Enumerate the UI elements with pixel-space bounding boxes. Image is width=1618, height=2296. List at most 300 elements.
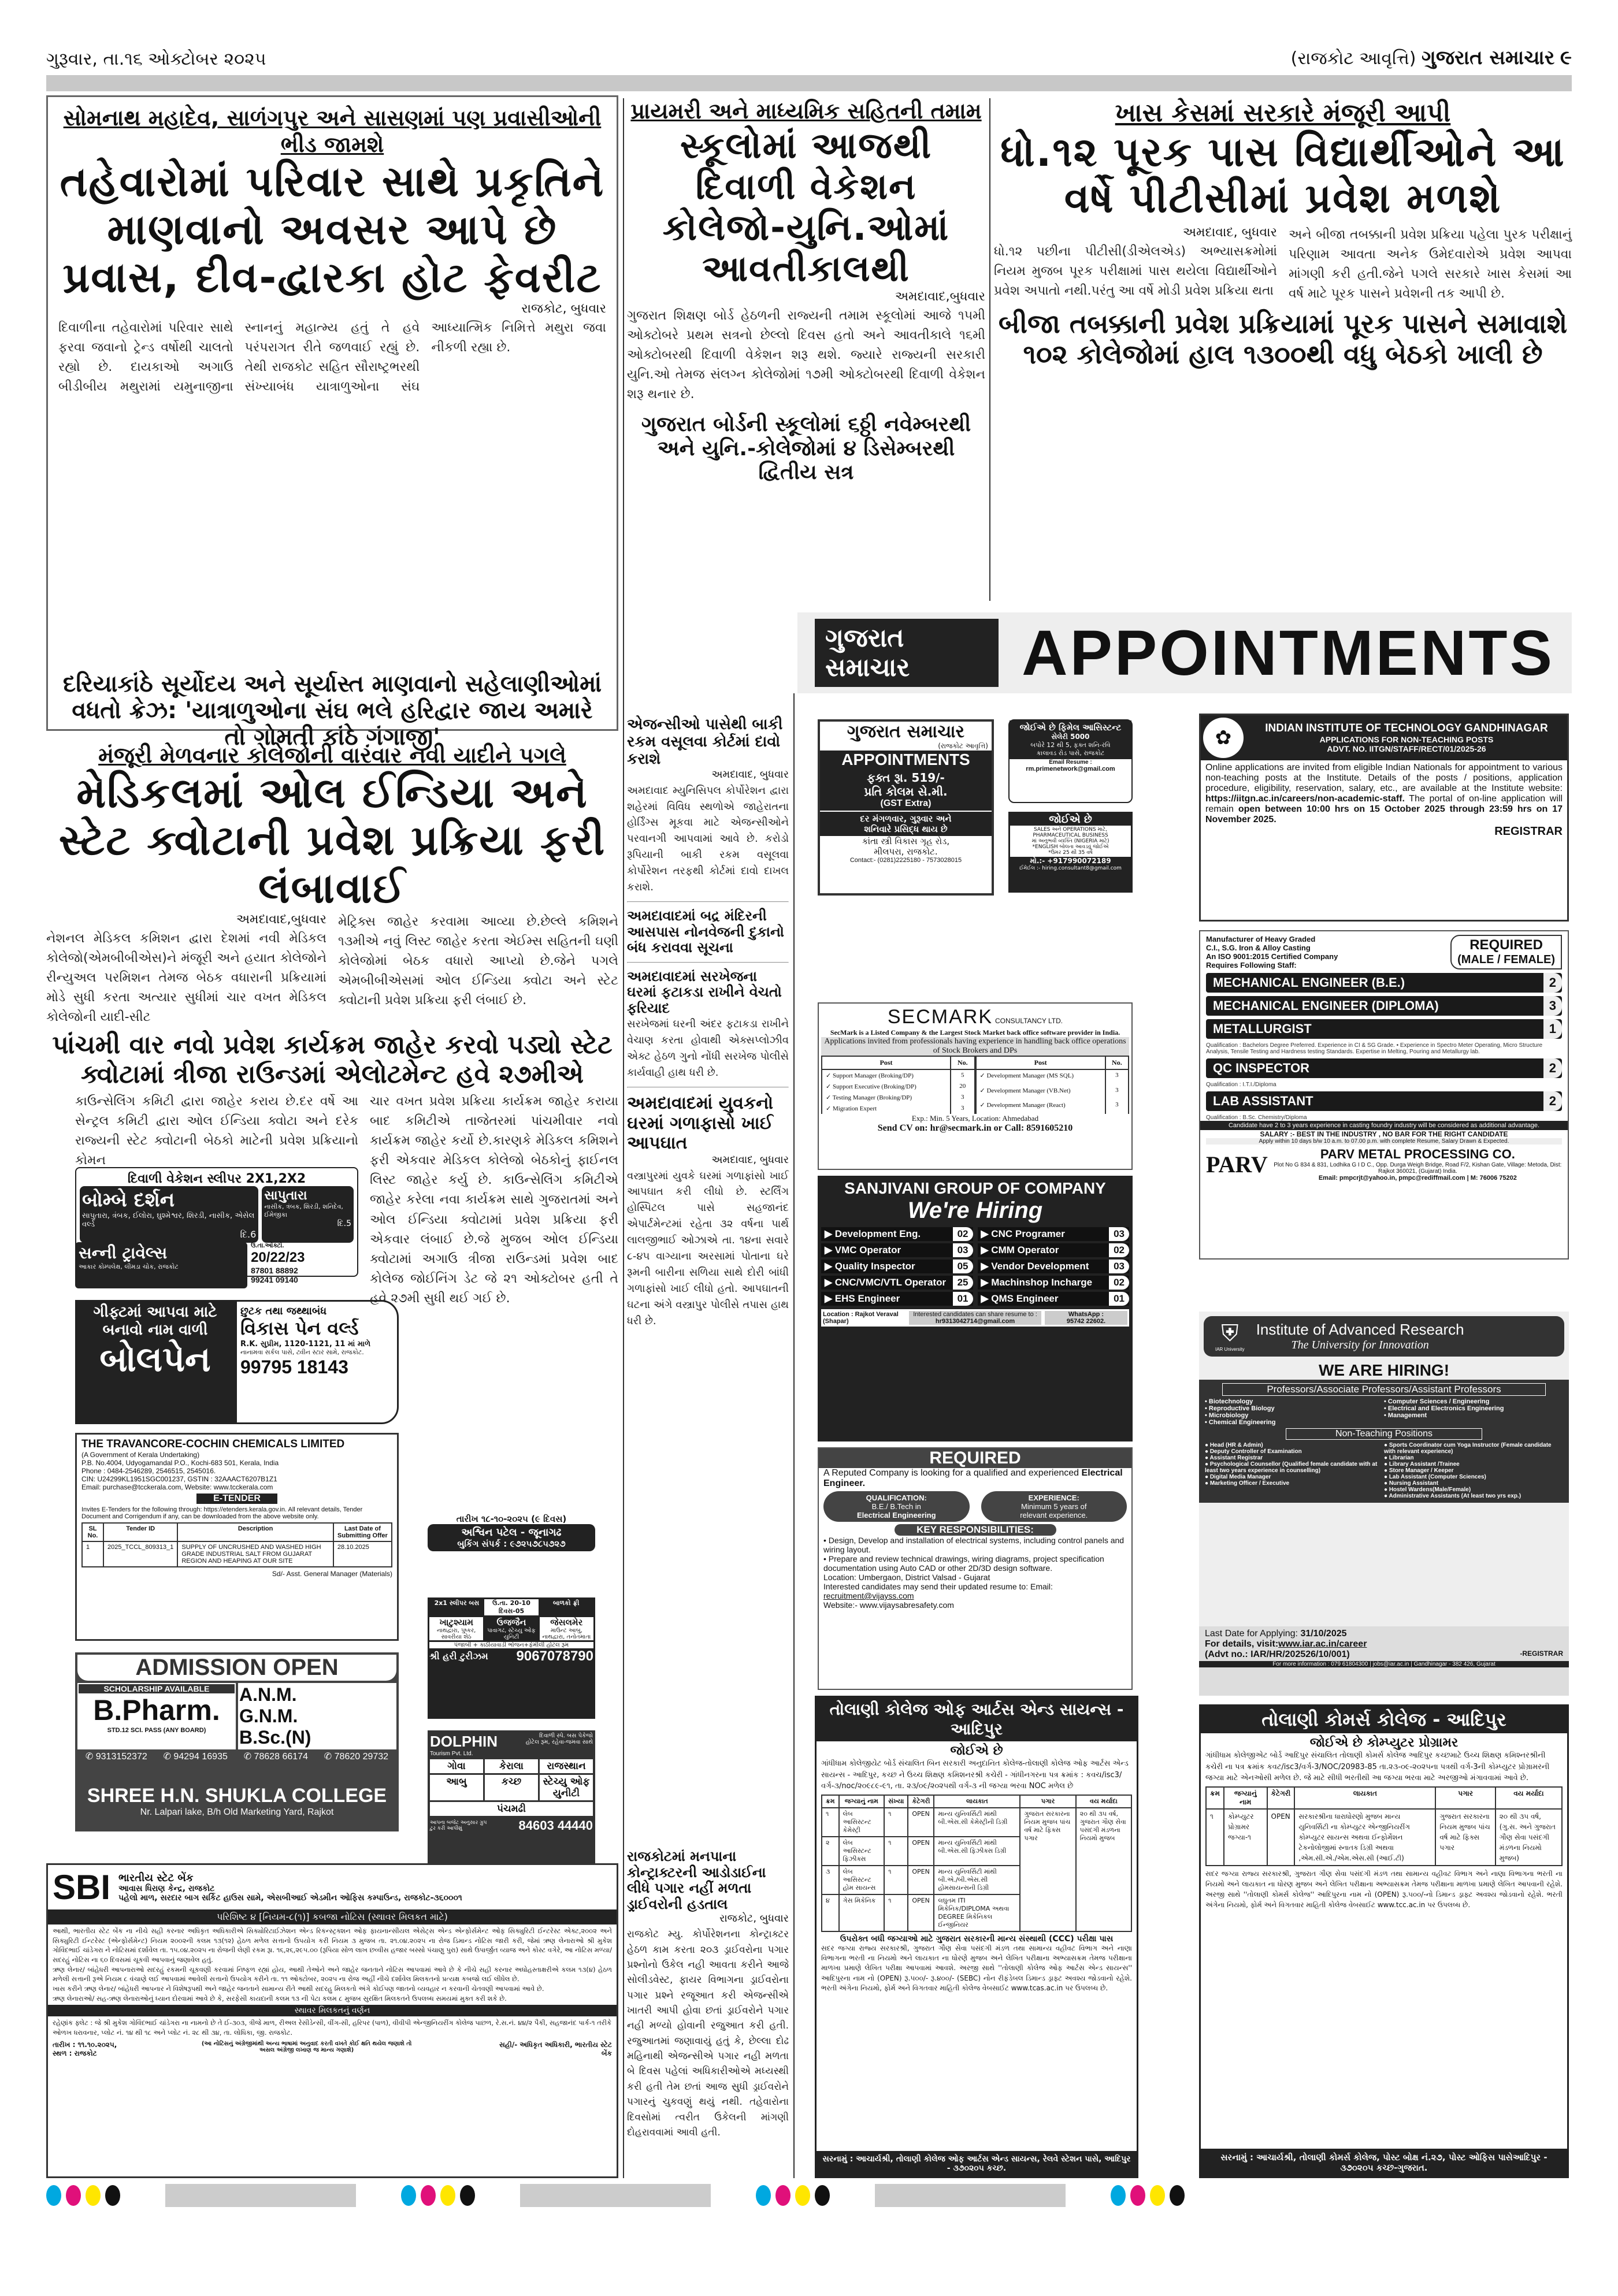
table-cell: લેબ આસિસ્ટન્ટ હોમ સાયન્સ [839,1866,885,1894]
ad-line: SALES અને OPERATIONS માટે, [1033,827,1108,833]
header-band [46,75,1572,91]
notice-para: ખાસ કરીને ઋણ લેનાર/ બાંહેધરી આપનાર ને વિશેષરૂપથી અને જાહેર જનતાને સામાન્ય રીતે આથી સદરહુ મિલકતો અંગે કોઈપણ જાતનો વ્યવહાર ન કરવાની ચેતવણી આપવામાં આવે છે. [53,1985,544,1993]
story-body: સરખેજમાં ઘરની અંદર ફટાકડા રાખીને વેચાણ કરતા હોવાથી એક્સપ્લોઝીવ એક્ટ હેઠળ ગુનો નોંધી સરખેજ પોલીસે કાર્યવાહી હાથ ધરી છે. [627,1018,789,1079]
job-item [1206,1058,1562,1078]
table-cell: ૨ [822,1837,839,1866]
ad-hiring: WE ARE HIRING! [1318,1361,1450,1379]
ad-email: rm.primenetwork@gmail.com [1026,766,1115,772]
ad-line: બનાવો નામ વાળી [102,1321,208,1339]
ad-phone: 87801 88892 [251,1266,298,1275]
ad-destination: આબુ [430,1775,483,1800]
job-item [1206,996,1562,1016]
registration-marks [46,2184,1185,2207]
ad-email[interactable]: recruitment@vijayss.com [823,1591,914,1600]
ad-dest: જેસલમેર [550,1617,583,1628]
ad-salary: સેલેરી 5000 [1051,733,1090,741]
ad-price: ફક્ત રૂા. 519/- [867,771,945,785]
ad-phone: 84603 44440 [518,1818,593,1833]
job-title: ▶ Vendor Development [981,1261,1089,1272]
story-headline: એજન્સીઓ પાસેથી બાકી રકમ વસૂલવા કોર્ટમાં દાવો કરાશે [627,716,783,768]
table-cell: માન્ય યુનિવર્સિટી માંથી બી.એ./બી.એસ.સી હોમસાયન્સની ડિગ્રી [934,1866,1020,1894]
ad-required: REQUIRED [1469,937,1543,953]
column-rule [623,98,624,2178]
table-header: Description [177,1523,333,1541]
ad-title: જોઈએ છે ફિમેલ આસિસ્ટન્ટ [1019,722,1122,733]
ad-contact: બુકિંગ સંપર્ક : ૯૭૨૫૭૮૫૭૨૭ [457,1539,566,1549]
nt-item: ● Digital Media Manager [1205,1474,1271,1480]
story-medical-body2: કાઉન્સેલિંગ કમિટી દ્વારા જાહેર કરાય છે.દર વર્ષે આ સેન્ટ્રલ કમિટી દ્વારા ઓલ ઈન્ડિયા ક્વોટા અને દરેક રાજ્યની સ્ટેટ ક્વોટાની બેઠકો માટેની પ્રવેશ પ્રક્રિયાનો કોમન [75,1094,358,1168]
ad-role: Electrical Engineer. [823,1468,1123,1488]
tolani-arts-table [821,1795,1132,1932]
ad-tolani-commerce [1199,1704,1569,2178]
q-title: QUALIFICATION: [866,1493,927,1502]
ad-line: *ENGLISH બોલતા આવડવું જોઈએ [1032,844,1109,850]
job-title: MECHANICAL ENGINEER (DIPLOMA) [1213,998,1439,1013]
post-name: ✓ Support Manager (Broking/DP) [822,1069,951,1081]
ad-required-gender: (MALE / FEMALE) [1457,953,1555,966]
ad-window: open between 10:00 hrs on 15 October 2025 through 23:59 hrs on 17 November 2025. [1205,804,1563,824]
job-count: 25 [953,1276,973,1290]
table-row [976,1085,1129,1099]
ad-main-days: દિ.6 [240,1229,257,1240]
ad-date: ઉ.તા. 20-10 દિવસ-05 [484,1599,539,1615]
story-body-right: અને બીજા તબક્કાની પ્રવેશ પ્રક્રિયા પહેલા પુરક પરીક્ષાનું પરિણામ આવતા અનેક ઉમેદવારોએ પ્રવેશ આપવા માંગણી કરી હતી.જેને પગલે સરકારે ખાસ કેસમાં આ વર્ષ માટે પૂરક પાસને પ્રવેશની તક આપી છે. [1289,227,1572,302]
story-kicker: મંજૂરી મેળવનાર કોલેજોની વારંવાર નવી યાદીને પગલે [98,742,566,768]
table-cell: 1 [82,1541,103,1567]
nt-item: ● Marketing Officer / Executive [1205,1480,1290,1487]
ad-phone: ✆ 94294 16935 [163,1752,228,1762]
story-headline: અમદાવાદમાં યુવકનો ઘરમાં ગળાફાસો ખાઈ આપઘાત [627,1093,774,1154]
tolani-commerce-table [1205,1786,1563,1866]
col-no: No. [951,1056,974,1069]
table-cell: કોમ્પ્યુટર પ્રોગ્રામર જગ્યા-૧ [1224,1809,1267,1866]
page-number: ૯ [1560,46,1572,69]
ad-url[interactable]: https://iitgn.ac.in/careers/non-academic-staff. [1205,794,1405,804]
nt-item: ● Hostel Wardens(Male/Female) [1384,1487,1471,1493]
post-count: 3 [1105,1085,1129,1099]
job-count: 2 [1543,1091,1562,1111]
story-body: વસ્ત્રાપુરમાં યુવકે ઘરમાં ગળાફાંસો ખાઈ આપઘાત કરી લીધો છે. સ્ટર્લિંગ હોસ્પિટલ પાસે સહજાનંદ એપાર્ટમેન્ટમાં રહેતા ૩૨ વર્ષના પાર્થ લાલજીભાઈ ઓઝાએ તા. ૧૪ના સવારે ૮-૪૫ વાગ્યાના અરસામાં પોતાના ઘરે રૂમની બારીના સળિયા સાથે દોરી બાંધી ગળાફાંસો ખાઈ લીધો હતો. આપઘાતની ઘટના અંગે વસ્ત્રાપુર પોલીસે તપાસ હાથ ધરી છે. [627,1169,789,1327]
job-item [978,1227,1130,1241]
job-item [978,1276,1130,1290]
ad-kids: બાળકો ફ્રી [552,1599,580,1607]
job-item [821,1227,973,1241]
ad-about: Requires Following Staff: [1206,961,1297,969]
ad-cv: Send CV on: hr@secmark.in or Call: 8591605210 [877,1123,1073,1133]
ad-url[interactable]: www.iar.ac.in/career [1278,1639,1367,1649]
ad-college [75,1782,399,1831]
ad-time: બપોરે 12 થી 5, ફક્ત શનિ-રવિ [1030,741,1111,749]
parv-logo: PARV [1206,1151,1268,1177]
job-item [1206,973,1562,993]
ad-intro: ગાંધીધામ કોલેજીએટ બોર્ડ આદિપુર સંચાલિત તોલાણી કોમર્સ કોલેજ આદિપુર કચ્છમાટે ઉચ્ચ શિક્ષણ કમિશ્નરશ્રીની કચેરી ના પત્ર ક્રમાંક કવટ/isc3/વર્ગ-3/NOC/20983-85 તા.૨૩-૦૯-૨૦૨૫ના પત્રથી વર્ગ-3ની કોમ્પ્યુટર પ્રોગ્રામરની જગ્યા માટે એનઓસી મળેલ છે. જે માટે સીધી ભરતીથી આ જગ્યા ભરવા માટે અરજીઓ મંગાવવામાં આવે છે. [1205,1751,1550,1782]
ad-address: સરનામું : આચાર્યશ્રી, તોલાણી કોલેજ ઓફ આર્ટસ એન્ડ સાયન્સ, રેલવે સ્ટેશન પાસે, આદિપુર - ૩૭૦૨૦૫ કચ્છ. [817,2151,1137,2176]
ad-phone: ✆ 78628 66174 [243,1752,308,1762]
appointments-banner [797,612,1572,693]
ad-footer: For more information : 079 61804300 | jobs@iar.ac.in | Gandhinagar - 382 426, Gujarat [1199,1661,1569,1667]
story-subhead: ૧૦૨ કોલેજોમાં હાલ ૧૩૦૦થી વધુ બેઠકો ખાલી છે [1023,339,1543,370]
nt-item: ● Store Manager / Keeper [1384,1467,1454,1474]
ad-phone: 99795 18143 [240,1357,348,1377]
ad-food: પંજાબી + કાઠીયાવાડી ભોજન+ફેમીલી હોટલ રૂમ [429,1642,593,1648]
story-headline: સ્કૂલોમાં આજથી દિવાળી વેકેશન કોલેજો-યુનિ.ઓમાં આવતીકાલથી [662,124,950,290]
ad-email: Email: purchase@tcckerala.com, Website: www.tcckerala.com [81,1483,273,1491]
table-cell: ૧ [822,1808,839,1837]
ad-address: આકાર કોમ્પલેક્ષ, લીમડા ચોક, રાજકોટ [79,1263,179,1270]
property-desc: રહેણાંક ફ્લેટ : જે શ્રી મુકેશ ગોવિંદભાઈ ચાંડેગરા ના નામનો છે તે ઈ-૩૦૩, ત્રીજે માળ, રીઅલ રેસીડેન્સી, વીંગ-સી, હરિપર (પાળ), વીવીપી એન્જીનિયરીંગ કોલેજ પાછળ, રે.સ.નં. ૪૪/૨ પૈકી, સહજાનંદ પાર્ક-૧ તરીકે ઓળખ ધરાવનાર, પ્લોટ નં. ૧૪ થી ૧૮ અને પ્લોટ નં. ૨૮ થી ૩૪, તા. લોધિકા, જી. રાજકોટ. [53,2019,612,2037]
nt-title: Non-Teaching Positions [1286,1428,1482,1440]
ad-parv [1199,930,1569,1260]
ad-phone: 9067078790 [516,1648,593,1664]
table-cell: માન્ય યુનિવર્સિટી માંથી બી.એસ.સી ફિઝીક્સ ડિગ્રી [934,1837,1020,1866]
table-header: કેટેગરી [1267,1787,1295,1809]
nt-item: ● Lab Assistant (Computer Sciences) [1384,1474,1486,1480]
nt-item: ● Assistant Registrar [1205,1455,1263,1461]
ad-title: તોલાણી કોલેજ ઓફ આર્ટસ એન્ડ સાયન્સ - આદિપુર [817,1697,1137,1741]
story-dateline: અમદાવાદ, બુધવાર [711,768,789,781]
table-cell: ૧ [1206,1809,1224,1866]
notice-para: ઋણ લેનારાઓ/ સહ-ઋણ લેનારાઓનું ધ્યાન દોરવામાં આવે છે કે, સરફેસી કાયદાની કલમ ૧૩ ની પેટા કલમ ૮ મુજબ સુરક્ષિત મિલકતને ઉપલબ્ધ સમયમાં મુક્ત કરી શકે છે. [53,1994,507,2003]
ad-days: શનિવારે પ્રસિદ્ધ થાય છે [864,824,948,834]
table-cell: ૧ [884,1808,908,1837]
post-count: 3 [951,1092,974,1103]
ad-address: પહેલો માળ, સરદાર બાગ સર્કિટ હાઉસ સામે, એસબીઆઈ એડમીન ઓફિસ કમ્પાઉન્ડ, રાજકોટ-૩૬૦૦૦૧ [118,1893,462,1903]
job-item [1206,1019,1562,1039]
table-row [822,1081,975,1092]
ad-course: B.Pharm. [93,1694,220,1726]
ad-location: Location: Umbergaon, District Valsad - Gujarat [823,1573,990,1582]
ad-dest-places: માઉન્ટ આબુ, નાથદ્વારા, તનોતમાતા [542,1628,591,1640]
post-name: ✓ Development Manager (VB.Net) [976,1085,1105,1099]
story-body: દિવાળીના તહેવારોમાં પરિવાર સાથે ફરવા જવાનો ટ્રેન્ડ વર્ષોથી ચાલતો રહ્યો છે. દાયકાઓ અગાઉ બીડીબીય મથુરામાં યમુનાજીના સ્નાનનું મહાત્મ્ય હતું તે હવે પરંપરાગત રીતે જળવાઈ રહ્યું છે. તેથી રાજકોટ સહિત સૌરાષ્ટ્રભરથી સંખ્યાબંધ યાત્રાળુઓના સંઘ આધ્યાત્મિક નિમિત્તે મથુરા જવા નીકળી રહ્યા છે. [58,320,606,394]
table-cell: OPEN [908,1837,934,1866]
table-cell: 2025_TCCL_809313_1 [103,1541,177,1567]
ad-intro: Invites E-Tenders for the following through: https://etenders.kerala.gov.in. All relevant details, Tender Document and Corrigendum if any, can be downloaded from the above website only. [81,1506,363,1520]
post-count: 3 [1105,1069,1129,1085]
table-cell: લેબ આસિસ્ટન્ટ કેમેસ્ટ્રી [839,1808,885,1837]
job-count: 01 [1109,1292,1129,1306]
ad-name: શ્રી હરી ટુરીઝમ [429,1651,488,1662]
job-title: ▶ CNC/VMC/VTL Operator [825,1277,947,1288]
ad-cin: CIN: U24299KL1951SGC001237, GSTIN : 32AAACT6207B1Z1 [81,1475,277,1483]
edition-label: (રાજકોટ આવૃત્તિ) [1290,49,1416,69]
ad-tolani-arts [815,1696,1138,2178]
column-rule [793,693,795,2178]
job-count: 02 [1109,1243,1129,1257]
table-header: Tender ID [103,1523,177,1541]
ad-email: hr9313042714@gmail.com [935,1318,1015,1325]
prof-item: • Computer Sciences / Engineering [1384,1398,1490,1405]
nt-list-left [1205,1442,1384,1499]
banner-title: APPOINTMENTS [1022,617,1554,689]
table-row [822,1808,1131,1837]
job-item [821,1243,973,1257]
ad-edition: (રાજકોટ આવૃત્તિ) [938,742,988,750]
ad-company: THE TRAVANCORE-COCHIN CHEMICALS LIMITED [81,1438,345,1450]
ad-company: SANJIVANI GROUP OF COMPANY [844,1179,1106,1197]
ad-phone: મો.:- +917990072189 [1030,857,1111,865]
job-title: ▶ CNC Programer [981,1228,1065,1239]
notice-place: સ્થળ : રાજકોટ [53,2049,97,2057]
ad-dest-places: નાથદ્વારા, પુષ્કર, સાવરીયા શેઠ [436,1628,476,1640]
story-body: રાજકોટ મ્યુ. કોર્પોરેશનના કોન્ટ્રાક્ટર હેઠળ કામ કરતા ૨૦૩ ડ્રાઈવરોના પગાર પ્રશ્નોનો ઉકેલ નહી આવતા કરીને આજે સોલીડવેસ્ટ, ફાયર વિભાગના ડ્રાઈવરોના પગાર પ્રશ્ને રજૂઆત કરી એજન્સીએ ખાતરી આપી હોવા છતાં ડ્રાઈવરોને પગાર નહી મળ્યો હોવાની રજુઆત કરી હતી. રજુઆતમાં જણાવાયું હતું કે, છેલ્લા દોઢ મહિનાથી એજન્સીએ પગાર નહી મળતા બે દિવસ પહેલાં અધિકારીઓએ મધ્યસ્થી કરી હતી તેમ છતાં આજ સુધી ડ્રાઈવરોને પગારનું ચુકવણું થયું નથી. તહેવારોના દિવસોમાં ત્વરીત ઉકેલની માંગણી દોહરાવવામાં આવી હતી. [627,1929,789,2138]
ad-line: PHARMACEUTICAL BUSINESS [1033,833,1108,838]
ad-advt: ADVT. NO. IITGN/STAFF/RECT/01/2025-26 [1327,744,1486,753]
ad-gst: (GST Extra) [880,798,932,808]
ad-phone: ✆ 9313152372 [85,1752,147,1762]
ad-pharma [1008,812,1133,893]
job-item [978,1243,1130,1257]
table-header: વય મર્યાદા [1076,1795,1131,1808]
story-kicker: પ્રાયમરી અને માધ્યમિક સહિતની તમામ [630,98,982,124]
job-count: 05 [953,1260,973,1273]
ad-ccc: ઉપરોક્ત બધી જગ્યાઓ માટે ગુજરાત સરકારની માન્ય સંસ્થાથી (CCC) પરીક્ષા પાસ [840,1934,1114,1944]
story-headline: અમદાવાદમાં સરખેજના ઘરમાં ફટાકડા રાખીને વેચતો ફરિયાદ [627,968,782,1016]
notice-para: આથી, ભારતીય સ્ટેટ બેંક ના નીચે સહી કરનાર અધિકૃત અધિકારીએ સિક્યોરિટાઈઝેશન એન્ડ રિકન્સ્ટ્રક્શન ઓફ ફાયનાન્સીયલ એસેટ્સ એન્ડ એન્ફોર્સમેન્ટ ઓફ સિક્યુરિટી ઈન્ટરેસ્ટ એક્ટ,૨૦૦૨ અને સિક્યુરિટી ઈન્ટરેસ્ટ (એન્ફોર્સમેન્ટ) નિયમ ૨૦૦૨ની કલમ ૧૩(૧૨) હેઠળ મળેલ સત્તાનો ઉપયોગ કરી નિયમ ૩ મુજબ તા. ૨૧.૦૪.૨૦૨૫ ના રોજ ડિમાન્ડ નોટિસ જારી કરી, જેમાં ઋણ લેનારાઓ શ્રી મુકેશ ગોવિંદભાઈ ચાંડેગરા ને નોટિસમાં દર્શાવેલ તા. ૧૫.૦૪.૨૦૨૫ ના રોજની લેણી રકમ રૂા. ૧૬,૨૬,૨૯૫.૦૦ (રૂપિયા સોળ લાખ છવ્વીસ હજાર બસ્સો પંચાણુ પુરા) સાથે ઉપાર્જીત વ્યાજ અને કોસ્ટ વગેરે, આ નોટિસ મળ્યા/ સદરહું નોટિસ ના ૬૦ દિવસમાં ચૂકવી આપવાનું જણાવેલ હતું. [53,1927,612,1964]
job-count: 02 [1109,1276,1129,1290]
ad-name: ભારતીય સ્ટેટ બેંક [118,1872,194,1884]
responsibility: Prepare and review technical drawings, wiring diagrams, project specification documentation using Auto CAD or other 2D/3D design software. [823,1554,1104,1573]
job-count: 01 [953,1292,973,1306]
table-row [822,1069,975,1081]
ad-title: ADMISSION OPEN [77,1655,396,1681]
post-count: 3 [951,1103,974,1114]
ad-phones [77,1751,396,1762]
table-header: પગાર [1435,1787,1495,1809]
ad-dolphin [428,1730,595,1863]
ad-address: કાંતા સ્ત્રી વિકાસ ગૃહ રોડ, [862,836,950,846]
etender-label: E-TENDER [196,1493,277,1504]
ad-body: સદર જગ્યા રાજ્ય સરકારશ્રી, ગુજરાત ગૌણ સેવા પસંદગી મંડળ તથા સામાન્ય વહીવટ વિભાગ અને નાણા વિભાગના ભરતી ના નિયમો અને લાયકાત ના ધોરણ મુજબ અને લેખિત પરીક્ષાના અભ્યાસક્રમ તેમજ પરીક્ષાના માળખા પ્રમાણે લેખિત આપવાની રહેશે. અરજી સાથે ''તોલાણી કોમર્સ કોલેજ'' આદિપુરના નામ નો (OPEN) રૂ.૫૦૦/-નો ડિમાન્ડ ડ્રાફ્ટ અવશ્ય જોડવાનો રહેશે. ભરતી અંગેના નિયમો, ફોર્મ અને વિગતવાર માહિતી કોલેજ વેબસાઈટ www.tcc.ac.in પર ઉપલબ્ધ છે. [1205,1869,1563,1909]
job-title: ▶ CMM Operator [981,1244,1059,1255]
job-item [821,1276,973,1290]
post-name: ✓ Testing Manager (Broking/DP) [822,1092,951,1103]
table-cell: ગુજરાત સરકારના નિયમ મુજબ પાંચ વર્ષ માટે ફિક્સ પગાર [1435,1809,1495,1866]
table-header: પગાર [1020,1795,1075,1808]
pay-cell: ગુજરાત સરકારના નિયમ મુજબ પાંચ વર્ષ માટે ફિક્સ પગાર [1020,1808,1075,1931]
ad-sub: જોઈએ છે કોમ્પ્યુટર પ્રોગ્રામર [1309,1736,1459,1750]
nt-item: ● Psychological Counsellor (Qualified female candidate with at least two years experience in counselling) [1205,1461,1378,1474]
table-cell: ૧ [884,1837,908,1866]
ad-gs-appointments [818,719,994,896]
nt-item: ● Head (HR & Admin) [1205,1442,1263,1448]
ad-website[interactable]: Website:- www.vijaysabresafety.com [823,1600,954,1610]
ad-dest: ઉજજૈન [496,1617,526,1628]
story-drivers [627,1849,789,2178]
ad-hari-tourism [428,1597,595,1719]
story-headline: અમદાવાદમાં બદ્ર મંદિરની આસપાસ નોનવેજની દુકાનો બંધ કરાવવા સૂચના [627,907,784,956]
ad-sanjivani [818,1176,1133,1441]
ad-phone: Phone : 0484-2546289, 2546515, 2545016. [81,1467,216,1475]
q-line: B.E./ B.Tech in [871,1502,921,1511]
ad-line: માં અનુભવી વ્યક્તિ (NIGERIA માટે) [1031,838,1109,844]
job-item [821,1292,973,1306]
ad-course: B.Sc.(N) [239,1727,311,1748]
ad-days: દર મંગળવાર, ગુરૂવાર અને [860,813,952,824]
ad-college-address: Nr. Lalpari lake, B/h Old Marketing Yard, Rajkot [140,1807,334,1817]
ad-sub: (A Government of Kerala Undertaking) [81,1451,200,1459]
story-subhead: ગુજરાત બોર્ડની સ્કૂલોમાં ૬ઠ્ઠી નવેમ્બરથી અને યુનિ.-કોલેજોમાં ૪ ડિસેમ્બરથી દ્વિતીય સત્ર [641,413,971,485]
col-no: No. [1105,1056,1129,1069]
ad-place: કાલાવડ રોડ પાસે, રાજકોટ [1036,749,1105,757]
story-subhead: પાંચમી વાર નવો પ્રવેશ કાર્યક્રમ જાહેર કરવો પડ્યો સ્ટેટ ક્વોટામાં ત્રીજા રાઉન્ડમાં એલોટમેન્ટ હવે ૨૭મીએ [52,1030,613,1090]
table-row [822,1103,975,1114]
job-title: MECHANICAL ENGINEER (B.E.) [1213,975,1405,990]
story-ptc [994,98,1572,445]
ad-date: તારીખ ૧૮-૧૦-૨૦૨૫ (૯ દિવસ) [456,1514,567,1524]
nt-item: ● Administrative Assistants (At least two yrs exp.) [1384,1493,1521,1499]
ad-sub: જોઈએ છે [950,1744,1003,1758]
table-cell: લેબ આસિસ્ટન્ટ ફિઝીક્સ [839,1837,885,1866]
ad-title: જોઈએ છે [1049,813,1092,826]
newspaper-brand: ગુજરાત સમાચાર [1422,46,1555,69]
ad-iar [1199,1312,1569,1626]
middle-news-column [627,716,789,1831]
job-title: LAB ASSISTANT [1213,1094,1313,1108]
story-headline: મેડિકલમાં ઓલ ઈન્ડિયા અને સ્ટેટ ક્વોટાની પ્રવેશ પ્રક્રિયા ફરી લંબાવાઈ [58,768,606,913]
post-count: 5 [951,1069,974,1081]
prof-item: • Reproductive Biology [1205,1405,1275,1412]
prof-item: • Microbiology [1205,1412,1249,1419]
ad-dest-places: પાવાગઢ, સ્ટેચ્યુ ઓફ યુનિટી [487,1628,536,1640]
iar-footer [1199,1626,1569,1696]
ad-big: બોલપેન [99,1339,211,1380]
table-header: કેટેગરી [908,1795,934,1808]
ad-dates-label: ઉ.તા.ઓક્ટો. [251,1242,284,1249]
job-title: ▶ VMC Operator [825,1244,901,1255]
table-cell: ગેસ મિકેનિક [839,1894,885,1931]
ad-send: Interested candidates may send their updated resume to: Email: [823,1582,1053,1591]
ad-sbi-notice [46,1863,618,2178]
ad-iitgn [1199,714,1569,922]
post-count: 3 [1105,1099,1129,1114]
table-header: સંખ્યા [884,1795,908,1808]
story-travel [46,95,618,751]
ad-sign: Sd/- Asst. General Manager (Materials) [272,1570,392,1578]
job-qualification: Qualification : B.Sc. Chemistry/Diploma [1206,1114,1307,1121]
table-cell: લઘુતમ ITI મિકેનિક/DIPLOMA અથવા DEGREE મિકેનિકલ ઈન્જીનિયર [934,1894,1020,1931]
ad-name: INDIAN INSTITUTE OF TECHNOLOGY GANDHINAGAR [1265,722,1548,734]
ad-location: Location : Rajkot Veraval (Shapar) [823,1311,899,1325]
job-title: METALLURGIST [1213,1021,1312,1036]
ad-brand: DOLPHIN [430,1733,498,1750]
story-kicker: સોમનાથ મહાદેવ, સાળંગપુર અને સાસણમાં પણ પ્રવાસીઓની ભીડ જામશે [63,105,602,157]
ad-sub: CONSULTANCY LTD. [995,1017,1063,1025]
table-cell: OPEN [908,1894,934,1931]
story-kicker: ખાસ કેસમાં સરકારે મંજૂરી આપી [1115,98,1451,128]
notice-date: તારીખ : ૧૧.૧૦.૨૦૨૫, [53,2040,117,2049]
table-cell: ૧ [884,1894,908,1931]
table-header: Last Date of Submitting Offer [333,1523,392,1541]
table-header: લાયકાત [1294,1787,1435,1809]
ad-company: સન્ની ટ્રાવેલ્સ [79,1243,168,1262]
table-header: વય મર્યાદા [1495,1787,1562,1809]
ad-tag: છુટક તથા જથ્થાબંધ [240,1305,327,1317]
ad-apply: Apply within 10 days b/w 10 a.m. to 07.00 p.m. with complete Resume, Salary Drawn & Expected. [1206,1138,1562,1145]
job-list [1206,973,1562,1121]
ad-side-places: નાસીક, ત્રંબક, શિરડી, શનિદેવ, ઈમેજીકા [264,1203,343,1218]
ad-sub: Tourism Pvt. Ltd. [430,1751,473,1757]
e-line: relevant experience. [1020,1511,1088,1519]
job-list [821,1227,1129,1306]
ad-line: ગીફ્ટમાં આપવા માટે [93,1303,217,1321]
story-dateline: અમદાવાદ, બુધવાર [711,1153,789,1166]
ad-scholarship: SCHOLARSHIP AVAILABLE [79,1684,235,1693]
ad-contact: Email: pmpcrjt@yahoo.in, pmpc@rediffmail.com | M: 76006 75202 [1318,1175,1517,1182]
ad-destination: પંચમઢી [430,1802,593,1816]
prof-item: • Chemical Engineering [1205,1419,1276,1426]
table-row [976,1099,1129,1114]
ad-line: *ઉમર 25 થી 35 વર્ષ [1048,850,1093,856]
iar-shield-icon: ⛨ [1221,1321,1239,1346]
job-count: 03 [953,1243,973,1257]
property-title: સ્થાવર મિલકતનું વર્ણન [48,2005,617,2016]
ad-address: Plot No G 834 & 831, Lodhika G I D C., Opp. Durga Weigh Bridge, Road F/2, Kishan Gate, Village: Metoda, Dist: Rajkot 360021, (Gujarat) India. [1274,1162,1562,1175]
story-medical-body3: ચાર વખત પ્રવેશ પ્રક્રિયા કાર્યક્રમ જાહેર કરાયા બાદ કમિટીએ તાજેતરમાં પાંચમીવાર નવો કાર્યક્રમ જાહેર કર્યો છે.કારણકે મેડિકલ કમિશને ફરી એકવાર મેડિકલ કોલેજો બેઠકોનું ફાઈનલ લિસ્ટ જાહેર કર્યુ છે. કાઉન્સેલિંગ કમિટીએ જાહેર કરેલા નવા કાર્યક્રમ સાથે ગુજરાતમાં અને ઓલ ઈન્ડિયા ક્વોટામાં પ્રવેશ પ્રક્રિયા ફરી એકવાર લંબાઈ છે.જે મુજબ ઓલ ઈન્ડિયા ક્વોટામાં અગાઉ ત્રીજા રાઉન્ડમાં પ્રવેશ બાદ કોલેજ જોઈનિંગ ડેટ જે ૨૧ ઓક્ટોબર હતી તે હવે ૨૭મી સુધી થઈ ગઈ છે. [370,1094,618,1306]
table-cell: ૨૦ થી ૩૫ વર્ષ, (ગુ.સ. અને ગુજરાત ગૌણ સેવા પસંદગી મંડળના નિયમો મુજબ) [1495,1809,1562,1866]
nt-item: ● Sports Coordinator cum Yoga Instructor (Female candidate with relevant experience) [1384,1442,1552,1455]
ad-salary: SALARY :- BEST IN THE INDUSTRY , NO BAR FOR THE RIGHT CANDIDATE [1260,1130,1508,1138]
job-count: 3 [1543,996,1562,1016]
ad-sunny-travels [75,1242,358,1288]
prof-item: • Electrical and Electronics Engineering [1384,1405,1504,1412]
table-row [1206,1809,1562,1866]
post-name: ✓ Support Executive (Broking/DP) [822,1081,951,1092]
nt-item: ● Nursing Assistant [1384,1480,1439,1487]
prof-item: • Management [1384,1412,1427,1419]
ad-intro: ગાંધીધામ કોલેજીયેટ બોર્ડ સંચાલિત બિન સરકારી અનુદાનિત કોલેજ-તોલાણી કોલેજ ઓફ આર્ટસ એન્ડ સાયન્સ - આદિપુર, કચ્છ ને ઉચ્ચ શિક્ષણ કમિશનરશ્રી કચેરી - ગાંધીનગરના પત્ર ક્રમાંક : કવચ/isc3/વર્ગ-૩/noc/૨૦૯૮૯-૯૧, તા. ૨૩/૦૯/૨૦૨૫થી વર્ગ-૩ ની જગ્યા ભરવા NOC મળેલ છે [821,1759,1129,1790]
job-count: 03 [1109,1227,1129,1241]
job-title: ▶ QMS Engineer [981,1293,1059,1304]
table-cell: OPEN [1267,1809,1295,1866]
job-title: ▶ Development Eng. [825,1228,921,1239]
story-headline: રાજકોટમાં મનપાના કોન્ટ્રાક્ટરની આડોડાઈના લીધે પગાર નહીં મળતા ડ્રાઈવરોની હડતાલ [627,1848,766,1912]
ad-admission [75,1652,399,1782]
ad-college-name: SHREE H.N. SHUKLA COLLEGE [87,1785,387,1807]
ad-wa-label: WhatsApp : [1068,1311,1104,1318]
story-dateline: રાજકોટ, બુધવાર [521,301,606,316]
ad-intro: A Reputed Company is looking for a qualified and experienced [823,1468,1079,1478]
ad-ashvin-patel [428,1514,595,1577]
ad-tcc-etender [75,1433,399,1641]
job-qualification: Qualification : Bachelors Degree Preferred. Experience in CI & SG Grade. • Experience in Spectro Meter Operating, Micro Structure Analysis, Tensile Testing and Hardness testing Standards. Expertise in Melting, Pouring and Metallurgy lab. [1206,1042,1543,1055]
ad-brand: વિકાસ પેન વર્લ્ડ [240,1317,359,1339]
iitgn-logo-icon: ✿ [1203,718,1244,758]
ad-wa: 95742 22602. [1066,1318,1106,1325]
job-count: 2 [1543,973,1562,993]
prof-item: • Biotechnology [1205,1398,1253,1405]
issue-date: ગુરૂવાર, તા.૧૬ ઓક્ટોબર ૨૦૨૫ [46,49,266,69]
table-header: જગ્યાનું નામ [1224,1787,1267,1809]
ad-female-assistant [1008,719,1133,803]
story-body-left: નેશનલ મેડિકલ કમિશન દ્વારા દેશમાં નવી મેડિકલ કોલેજો(એમબીબીએસ)ને મંજૂરી અને હયાત કોલેજોને રીન્યુઅલ પરમિશન તેમજ બેઠક વધારાની પ્રક્રિયામાં મોડે સુધી કરતા અત્યાર સુધીમાં ચાર વખત મેડિકલ કોલેજોની યાદી-સીટ [46,931,326,1025]
notice-disclaimer: (આ નોટિસનું અંગ્રેજીમાંથી અન્ય ભાષામાં અનુવાદ કરતી વખતે કોઈ ક્ષતિ થયેલ જણાશે તો અસલ અંગ્રેજી લખાણ જ માન્ય ગણાશે) [201,2040,412,2053]
ad-brand: ગુજરાત સમાચાર [847,722,965,742]
ad-about: C.I., S.G. Iron & Alloy Casting [1206,943,1311,952]
job-count: 03 [1109,1260,1129,1273]
tender-table [81,1522,392,1567]
table-cell: ૩ [822,1866,839,1894]
table-cell: માન્ય યુનિવર્સિટી માંથી બી.એસ.સી કેમેસ્ટ્રીની ડિગ્રી [934,1808,1020,1837]
job-item [978,1292,1130,1306]
ad-side-days: દિ.5 [337,1219,351,1228]
col-post: Post [822,1056,951,1069]
ad-email-label: Email Resume : [1049,759,1092,766]
table-header: ક્રમ [1206,1787,1224,1809]
iar-logo-text: IAR University [1215,1347,1245,1352]
e-line: Minimum 5 years of [1021,1502,1087,1511]
ad-sub: APPLICATIONS FOR NON-TEACHING POSTS [1319,735,1494,744]
